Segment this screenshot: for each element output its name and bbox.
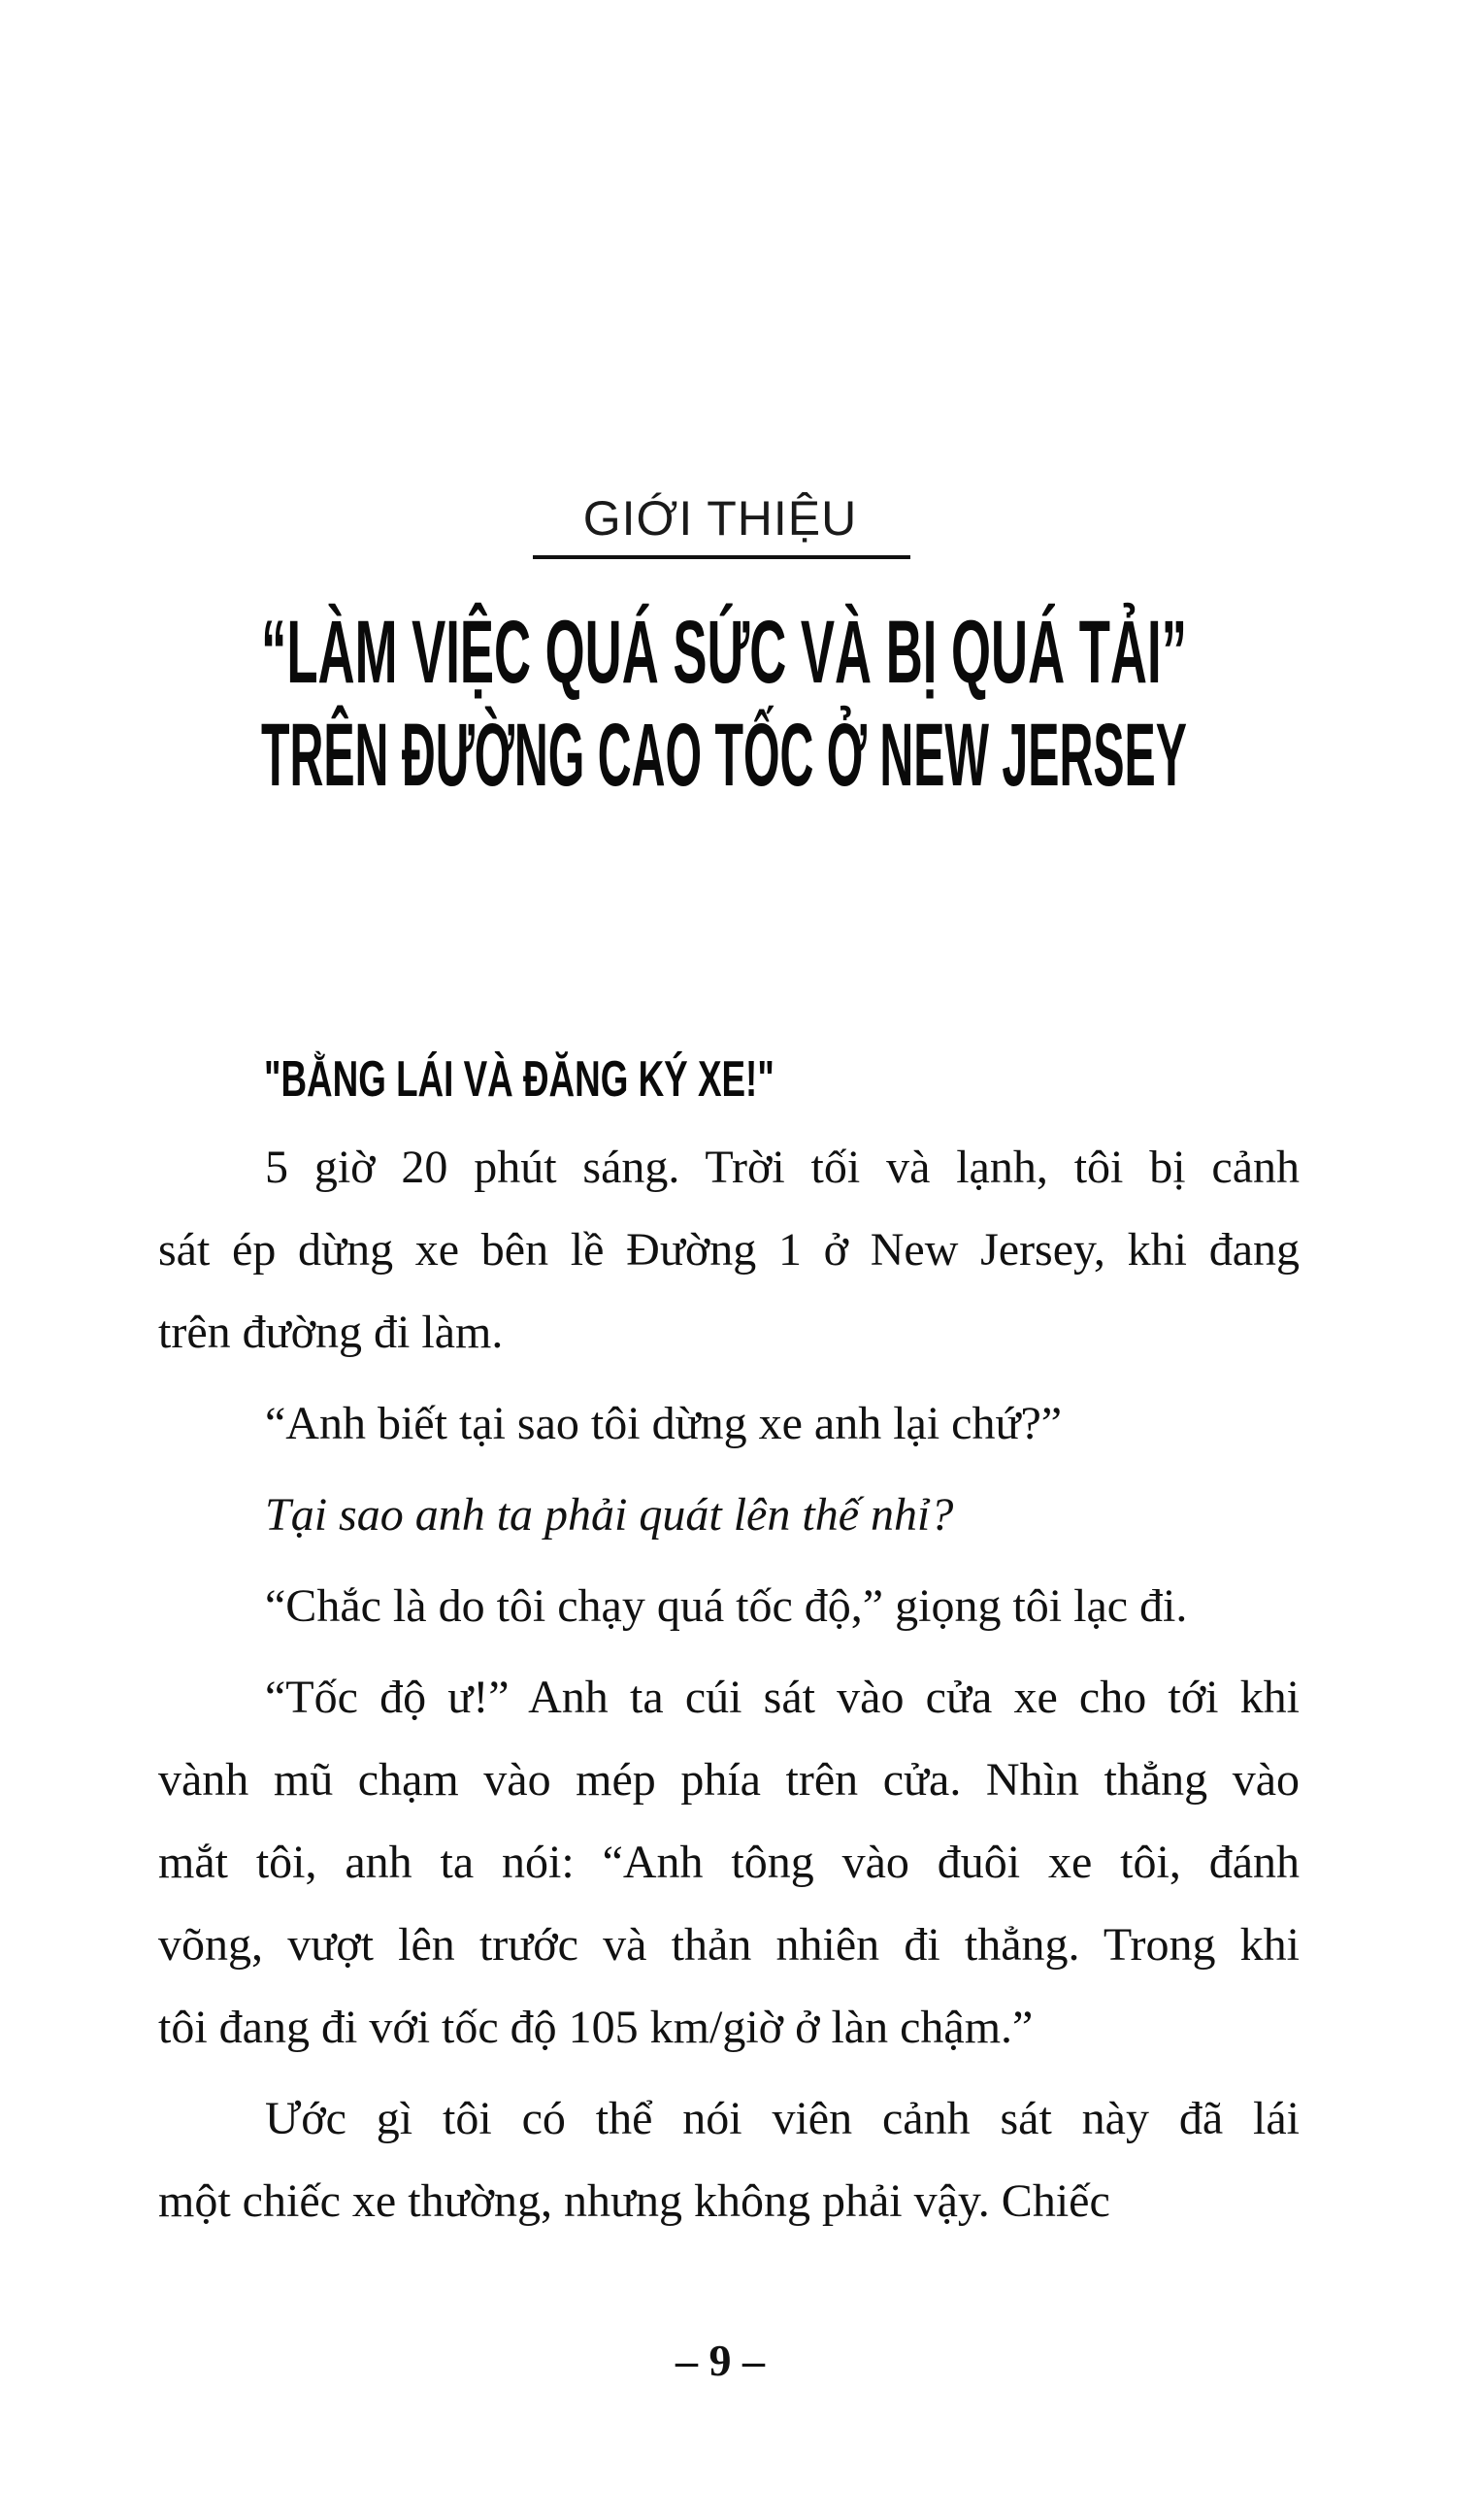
paragraph [158, 1474, 1300, 1556]
text-line: trên đường đi làm. [158, 1307, 504, 1358]
paragraph [158, 1382, 1300, 1465]
paragraph [158, 1126, 1300, 1374]
text-line: võng, vượt lên trước và thản nhiên đi thẳng. Trong khi [158, 1919, 1300, 1971]
paragraph [158, 1565, 1300, 1647]
text-line: một chiếc xe thường, nhưng không phải vậy. Chiếc [158, 2175, 1110, 2227]
section-label: GIỚI THIỆU [582, 491, 858, 546]
chapter-title-line-2: TRÊN ĐƯỜNG CAO TỐC Ở NEW JERSEY [261, 706, 1187, 805]
text-line: “Anh biết tại sao tôi dừng xe anh lại chứ?” [265, 1398, 1063, 1449]
chapter-title-line-1: “LÀM VIỆC QUÁ SỨC VÀ BỊ QUÁ TẢI” [261, 603, 1187, 702]
text-line: Ước gì tôi có thể nói viên cảnh sát này đã lái [265, 2093, 1300, 2144]
paragraph [158, 2077, 1300, 2242]
subheading: "BẰNG LÁI VÀ ĐĂNG KÝ XE!" [264, 1051, 774, 1108]
text-line: sát ép dừng xe bên lề Đường 1 ở New Jersey, khi đang [158, 1224, 1300, 1276]
text-line: mắt tôi, anh ta nói: “Anh tông vào đuôi xe tôi, đánh [158, 1837, 1300, 1888]
text-line: tôi đang đi với tốc độ 105 km/giờ ở làn chậm.” [158, 2002, 1034, 2053]
paragraph [158, 1656, 1300, 2069]
text-line: “Chắc là do tôi chạy quá tốc độ,” giọng tôi lạc đi. [265, 1580, 1188, 1632]
text-line: Tại sao anh ta phải quát lên thế nhỉ? [265, 1489, 954, 1541]
text-line: “Tốc độ ư!” Anh ta cúi sát vào cửa xe cho tới khi [265, 1672, 1300, 1723]
text-line: vành mũ chạm vào mép phía trên cửa. Nhìn thẳng vào [158, 1754, 1300, 1806]
body-text [158, 1126, 1300, 2251]
text-line: 5 giờ 20 phút sáng. Trời tối và lạnh, tôi bị cảnh [265, 1142, 1300, 1193]
page-number: – 9 – [676, 2336, 765, 2385]
section-divider [533, 555, 910, 559]
